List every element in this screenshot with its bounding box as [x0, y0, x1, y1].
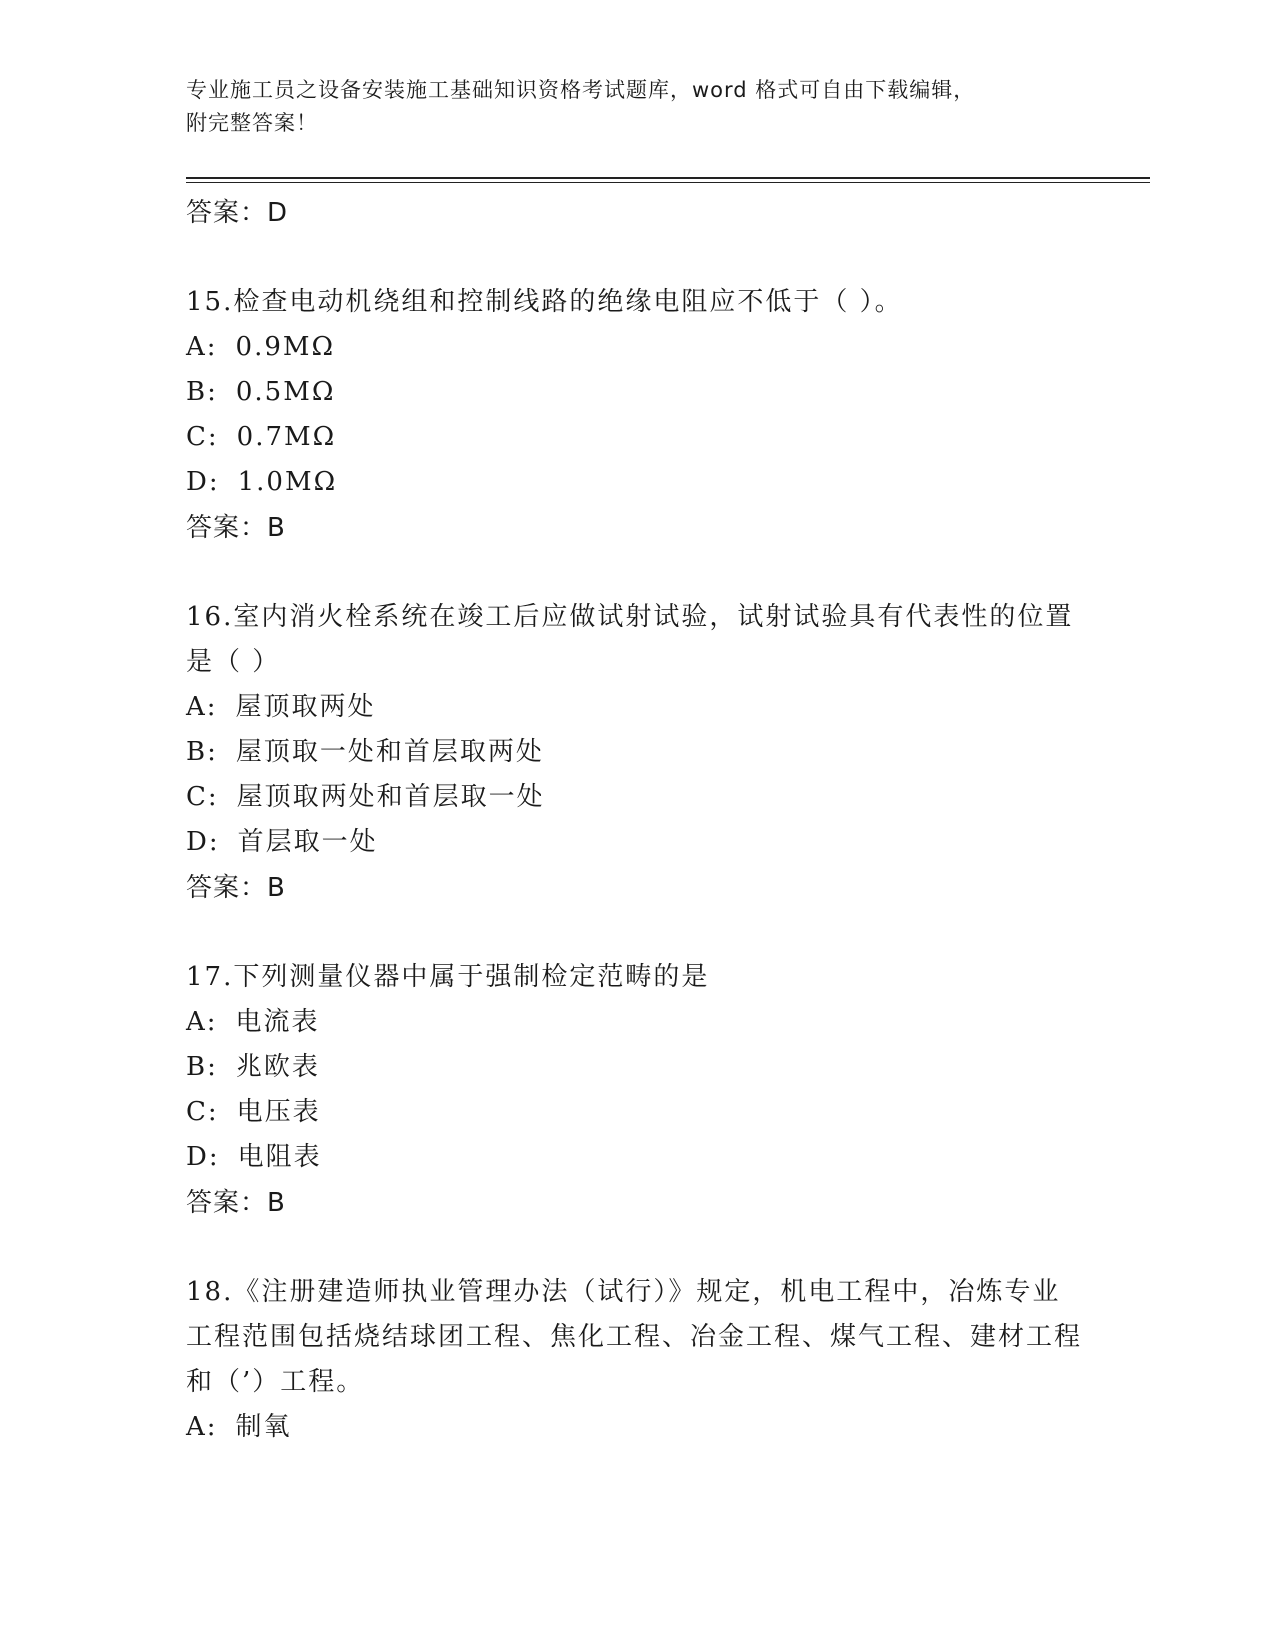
option-a: A: 制氧 — [186, 1412, 292, 1442]
answer-line: 答案：B — [186, 1188, 286, 1218]
option-c: C: 电压表 — [186, 1097, 321, 1127]
option-c: C: 屋顶取两处和首层取一处 — [186, 782, 545, 812]
question-text: 17.下列测量仪器中属于强制检定范畴的是 — [186, 962, 710, 992]
option-a: A: 0.9MΩ — [186, 332, 336, 362]
option-b: B: 屋顶取一处和首层取两处 — [186, 737, 544, 767]
option-d: D: 首层取一处 — [186, 827, 378, 857]
option-b: B: 兆欧表 — [186, 1052, 320, 1082]
option-d: D: 电阻表 — [186, 1142, 322, 1172]
header-divider-thin — [186, 182, 1150, 183]
answer-line: 答案：B — [186, 873, 286, 903]
header-divider — [186, 177, 1150, 179]
option-d: D: 1.0MΩ — [186, 467, 338, 497]
header-line-1: 专业施工员之设备安装施工基础知识资格考试题库，word 格式可自由下载编辑， — [186, 78, 976, 102]
question-block-16 — [186, 595, 1086, 911]
option-a: A: 电流表 — [186, 1007, 320, 1037]
header-line-2: 附完整答案！ — [186, 111, 318, 135]
question-text: 15.检查电动机绕组和控制线路的绝缘电阻应不低于（ ）。 — [186, 287, 903, 317]
question-text: 16.室内消火栓系统在竣工后应做试射试验，试射试验具有代表性的位置是（ ） — [186, 602, 1074, 677]
document-header — [186, 74, 1066, 140]
option-c: C: 0.7MΩ — [186, 422, 337, 452]
question-block-15 — [186, 280, 1086, 551]
question-text: 18.《注册建造师执业管理办法（试行）》规定，机电工程中，冶炼专业工程范围包括烧结球团工程、焦化工程、冶金工程、煤气工程、建材工程和（’）工程。 — [186, 1277, 1083, 1397]
question-list — [186, 190, 1086, 1450]
answer-line: 答案：B — [186, 513, 286, 543]
answer-line: 答案：D — [186, 198, 289, 228]
option-b: B: 0.5MΩ — [186, 377, 336, 407]
question-block-17 — [186, 955, 1086, 1226]
option-a: A: 屋顶取两处 — [186, 692, 376, 722]
question-block-18 — [186, 1270, 1086, 1450]
